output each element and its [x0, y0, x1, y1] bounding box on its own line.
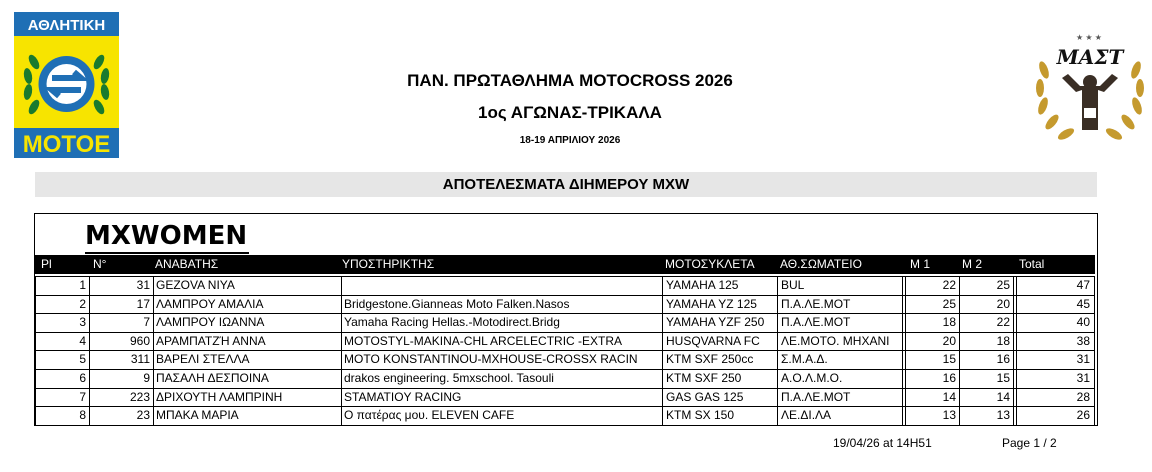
table-row	[35, 314, 1095, 333]
cell-m2: 15	[996, 370, 1010, 385]
cell-bike: YAMAHA YZ 125	[666, 296, 757, 311]
cell-total: 47	[1076, 278, 1090, 292]
event-header	[300, 70, 840, 148]
table-row	[35, 389, 1095, 408]
cell-m2: 13	[996, 408, 1010, 423]
cell-rider: ΛΑΜΠΡΟΥ ΙΩΑΝΝΑ	[156, 315, 265, 330]
column-divider	[1094, 314, 1095, 332]
cell-m1: 13	[942, 408, 956, 423]
cell-m2: 18	[996, 333, 1010, 348]
col-header-m1: M 1	[910, 257, 931, 271]
cell-num: 17	[136, 296, 150, 311]
cell-rider: ΛΑΜΠΡΟΥ ΑΜΑΛΙΑ	[156, 296, 264, 311]
cell-m1: 22	[942, 278, 956, 292]
cell-rider: ΜΠΑΚΑ ΜΑΡΙΑ	[156, 408, 239, 423]
section-title: ΑΠΟΤΕΛΕΣΜΑΤΑ ΔΙΗΜΕΡΟΥ MXW	[35, 172, 1097, 197]
cell-total: 26	[1076, 408, 1090, 423]
column-divider	[1094, 333, 1095, 351]
cell-rider: GEZOVA NIYA	[156, 278, 235, 292]
cell-rider: ΔΡΙΧΟΥΤΗ ΛΑΜΠΡΙΝΗ	[156, 389, 283, 404]
cell-m2: 16	[996, 352, 1010, 367]
logo-text-bottom: MOTOE	[22, 131, 111, 158]
cell-total: 40	[1076, 315, 1090, 330]
table-row	[35, 333, 1095, 352]
table-header	[35, 255, 1095, 274]
table-row	[35, 407, 1095, 426]
col-header-pl: Pl	[41, 257, 52, 271]
cell-num: 31	[136, 278, 150, 292]
column-divider	[1094, 389, 1095, 407]
cell-bike: GAS GAS 125	[666, 389, 744, 404]
cell-total: 28	[1076, 389, 1090, 404]
cell-club: ΛΕ.ΜΟΤΟ. ΜΗΧΑΝΙ	[781, 333, 890, 348]
column-divider	[1094, 407, 1095, 425]
cell-pl: 1	[79, 278, 86, 292]
cell-m1: 15	[942, 352, 956, 367]
cell-rider: ΒΑΡΕΛΙ ΣΤΕΛΛΑ	[156, 352, 250, 367]
column-divider-double	[902, 314, 906, 332]
cell-m2: 22	[996, 315, 1010, 330]
column-divider-double	[902, 389, 906, 407]
cell-m1: 14	[942, 389, 956, 404]
mast-logo	[1032, 30, 1148, 148]
col-header-sponsor: ΥΠΟΣΤΗΡΙΚΤΗΣ	[342, 257, 435, 271]
column-divider-double	[902, 351, 906, 369]
cell-rider: ΠΑΣΑΛΗ ΔΕΣΠΟΙΝΑ	[156, 370, 269, 385]
cell-total: 31	[1076, 370, 1090, 385]
cell-pl: 4	[79, 333, 86, 348]
cell-sponsor: MOTOSTYL-MAKINA-CHL ARCELECTRIC -EXTRA	[344, 333, 623, 348]
table-row	[35, 277, 1095, 296]
category-title: MXWOMEN	[85, 220, 249, 254]
cell-sponsor: Yamaha Racing Hellas.-Motodirect.Bridg	[344, 315, 560, 330]
cell-m2: 14	[996, 389, 1010, 404]
svg-text:★ ★ ★: ★ ★ ★	[1076, 33, 1102, 42]
logo-text-right: ΜΑΣΤ	[1056, 45, 1124, 69]
column-divider-double	[902, 370, 906, 388]
page-number: Page 1 / 2	[1002, 436, 1057, 450]
cell-num: 7	[143, 315, 150, 330]
cell-pl: 5	[79, 352, 86, 367]
event-subtitle: 1ος ΑΓΩΝΑΣ-ΤΡΙΚΑΛΑ	[478, 103, 662, 122]
cell-m1: 16	[942, 370, 956, 385]
cell-pl: 7	[79, 389, 86, 404]
column-divider	[1094, 277, 1095, 295]
cell-m2: 20	[996, 296, 1010, 311]
cell-bike: KTM SX 150	[666, 408, 735, 423]
print-timestamp: 19/04/26 at 14H51	[833, 436, 932, 450]
logo-text-top: ΑΘΛΗΤΙΚΗ	[27, 17, 106, 34]
col-header-total: Total	[1019, 257, 1045, 271]
column-divider-double	[902, 277, 906, 295]
cell-num: 223	[129, 389, 150, 404]
cell-club: Π.Α.ΛΕ.ΜΟΤ	[781, 315, 851, 330]
cell-club: Σ.Μ.Α.Δ.	[781, 352, 828, 367]
column-divider-double	[902, 296, 906, 314]
cell-num: 960	[129, 333, 150, 348]
cell-num: 23	[136, 408, 150, 423]
cell-total: 31	[1076, 352, 1090, 367]
cell-club: BUL	[781, 278, 805, 292]
cell-m2: 25	[996, 278, 1010, 292]
cell-m1: 20	[942, 333, 956, 348]
col-header-number: N°	[93, 257, 107, 271]
cell-pl: 3	[79, 315, 86, 330]
cell-sponsor: STAMATIOY RACING	[344, 389, 462, 404]
results-table	[35, 276, 1095, 426]
cell-bike: KTM SXF 250cc	[666, 352, 754, 367]
cell-bike: KTM SXF 250	[666, 370, 742, 385]
cell-m1: 18	[942, 315, 956, 330]
table-row	[35, 351, 1095, 370]
federation-logo	[14, 12, 119, 158]
column-divider-double	[902, 407, 906, 425]
cell-sponsor: Bridgestone.Gianneas Moto Falken.Nasos	[344, 296, 570, 311]
cell-num: 9	[143, 370, 150, 385]
cell-bike: HUSQVARNA FC	[666, 333, 760, 348]
col-header-bike: ΜΟΤΟΣΥΚΛΕΤΑ	[665, 257, 755, 271]
table-row	[35, 296, 1095, 315]
cell-num: 311	[130, 352, 150, 367]
cell-sponsor: drakos engineering. 5mxschool. Tasouli	[344, 370, 554, 385]
cell-bike: YAMAHA YZF 250	[666, 315, 765, 330]
cell-m1: 25	[942, 296, 956, 311]
cell-sponsor: Ο πατέρας μου. ELEVEN CAFE	[344, 408, 515, 423]
cell-pl: 6	[79, 370, 86, 385]
col-header-m2: M 2	[962, 257, 983, 271]
cell-bike: YAMAHA 125	[666, 278, 739, 292]
cell-pl: 2	[79, 296, 86, 311]
cell-total: 38	[1076, 333, 1090, 348]
col-header-rider: ΑΝΑΒΑΤΗΣ	[155, 257, 219, 271]
col-header-club: ΑΘ.ΣΩΜΑΤΕΙΟ	[780, 257, 862, 271]
column-divider-double	[902, 333, 906, 351]
table-row	[35, 370, 1095, 389]
cell-sponsor: MOTO KONSTANTINOU-MXHOUSE-CROSSX RACIN	[344, 352, 638, 367]
championship-title: ΠΑΝ. ΠΡΩΤΑΘΛΗΜΑ MOTOCROSS 2026	[407, 71, 733, 90]
cell-club: Π.Α.ΛΕ.ΜΟΤ	[781, 296, 851, 311]
column-divider	[1094, 370, 1095, 388]
cell-club: ΛΕ.ΔΙ.ΛΑ	[781, 408, 832, 423]
cell-club: Α.Ο.Λ.Μ.Ο.	[781, 370, 843, 385]
event-dates: 18-19 ΑΠΡΙΛΙΟΥ 2026	[519, 135, 621, 146]
cell-rider: ΑΡΑΜΠΑΤΖΉ ΑΝΝΑ	[156, 333, 266, 348]
cell-club: Π.Α.ΛΕ.ΜΟΤ	[781, 389, 851, 404]
cell-sponsor	[341, 277, 661, 294]
column-divider	[1094, 351, 1095, 369]
column-divider	[1094, 296, 1095, 314]
cell-total: 45	[1076, 296, 1090, 311]
cell-pl: 8	[79, 408, 86, 423]
